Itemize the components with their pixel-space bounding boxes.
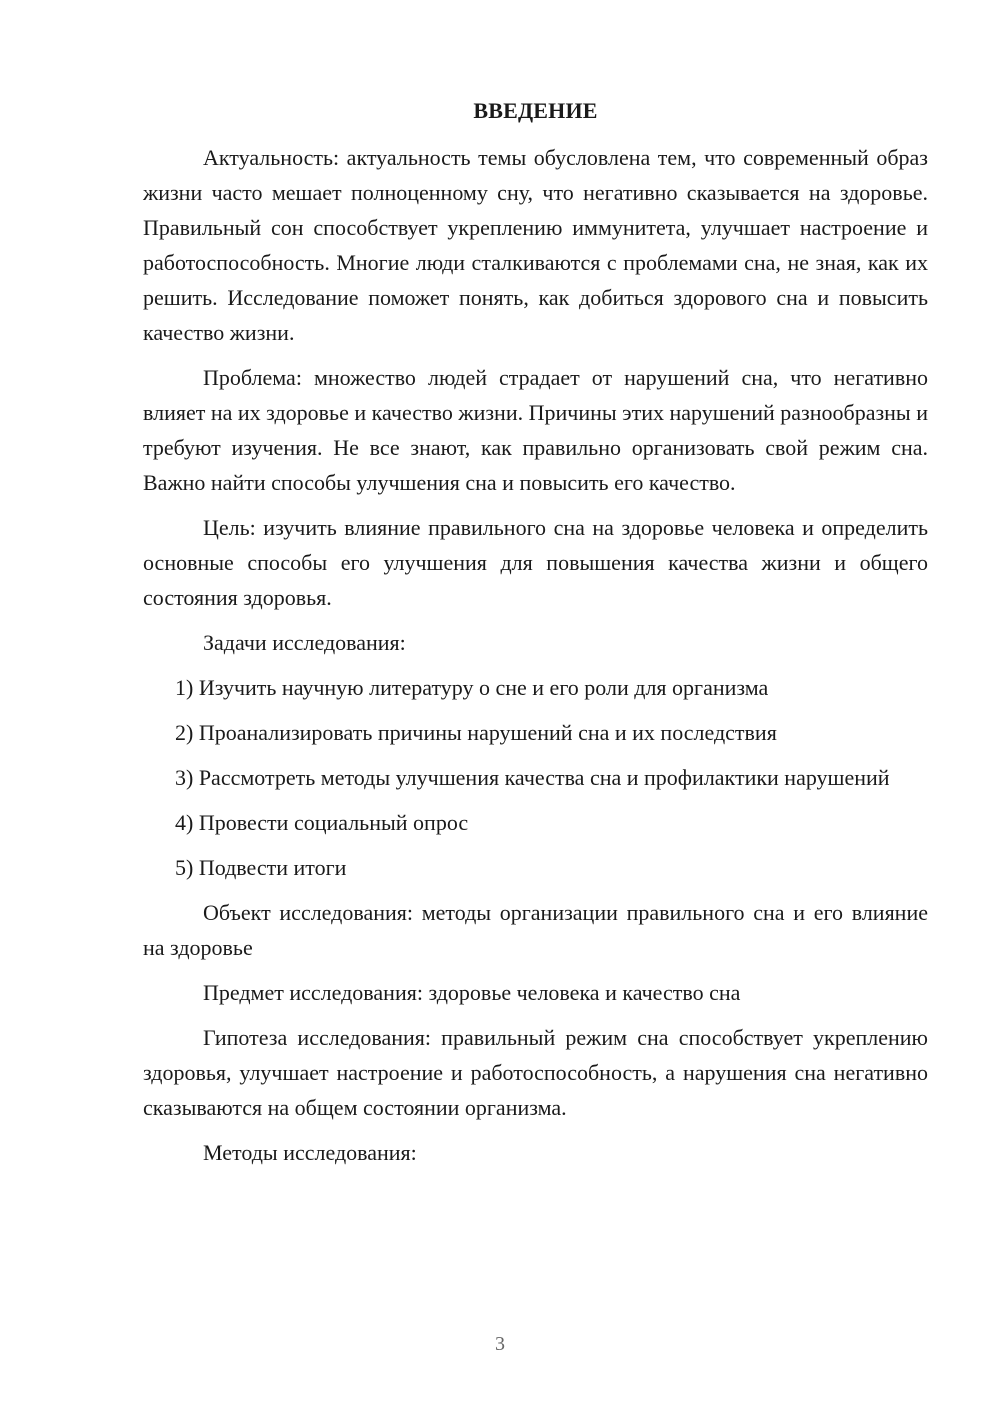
document-title: ВВЕДЕНИЕ [473,98,598,123]
paragraph-relevance: Актуальность: актуальность темы обусловлена тем, что современный образ жизни часто мешает полноценному сну, что негативно сказывается на здоровье. Правильный сон способствует укреплению иммунитета, улучшает настроение и работоспособность. Многие люди сталкиваются с проблемами сна, не зная, как их решить. Исследование поможет понять, как добиться здорового сна и повысить качество жизни. [143,145,928,345]
task-item-1: 1) Изучить научную литературу о сне и его роли для организма [175,675,769,700]
paragraph-tasks-heading: Задачи исследования: [203,630,406,655]
task-item-5: 5) Подвести итоги [175,855,347,880]
paragraph-methods: Методы исследования: [203,1140,417,1165]
paragraph-subject: Предмет исследования: здоровье человека и качество сна [203,980,741,1005]
task-item-4: 4) Провести социальный опрос [175,810,469,835]
paragraph-problem: Проблема: множество людей страдает от нарушений сна, что негативно влияет на их здоровье и качество жизни. Причины этих нарушений разнообразны и требуют изучения. Не все знают, как правильно организовать свой режим сна. Важно найти способы улучшения сна и повысить его качество. [143,365,928,495]
paragraph-goal: Цель: изучить влияние правильного сна на здоровье человека и определить основные способы его улучшения для повышения качества жизни и общего состояния здоровья. [143,515,928,610]
paragraph-object: Объект исследования: методы организации правильного сна и его влияние на здоровье [143,900,928,960]
page-number: 3 [495,1333,505,1355]
paragraph-hypothesis: Гипотеза исследования: правильный режим сна способствует укреплению здоровья, улучшает настроение и работоспособность, а нарушения сна негативно сказываются на общем состоянии организма. [143,1025,928,1120]
document-page [143,96,928,1180]
task-item-2: 2) Проанализировать причины нарушений сна и их последствия [175,720,777,745]
task-item-3: 3) Рассмотреть методы улучшения качества сна и профилактики нарушений [175,765,890,790]
